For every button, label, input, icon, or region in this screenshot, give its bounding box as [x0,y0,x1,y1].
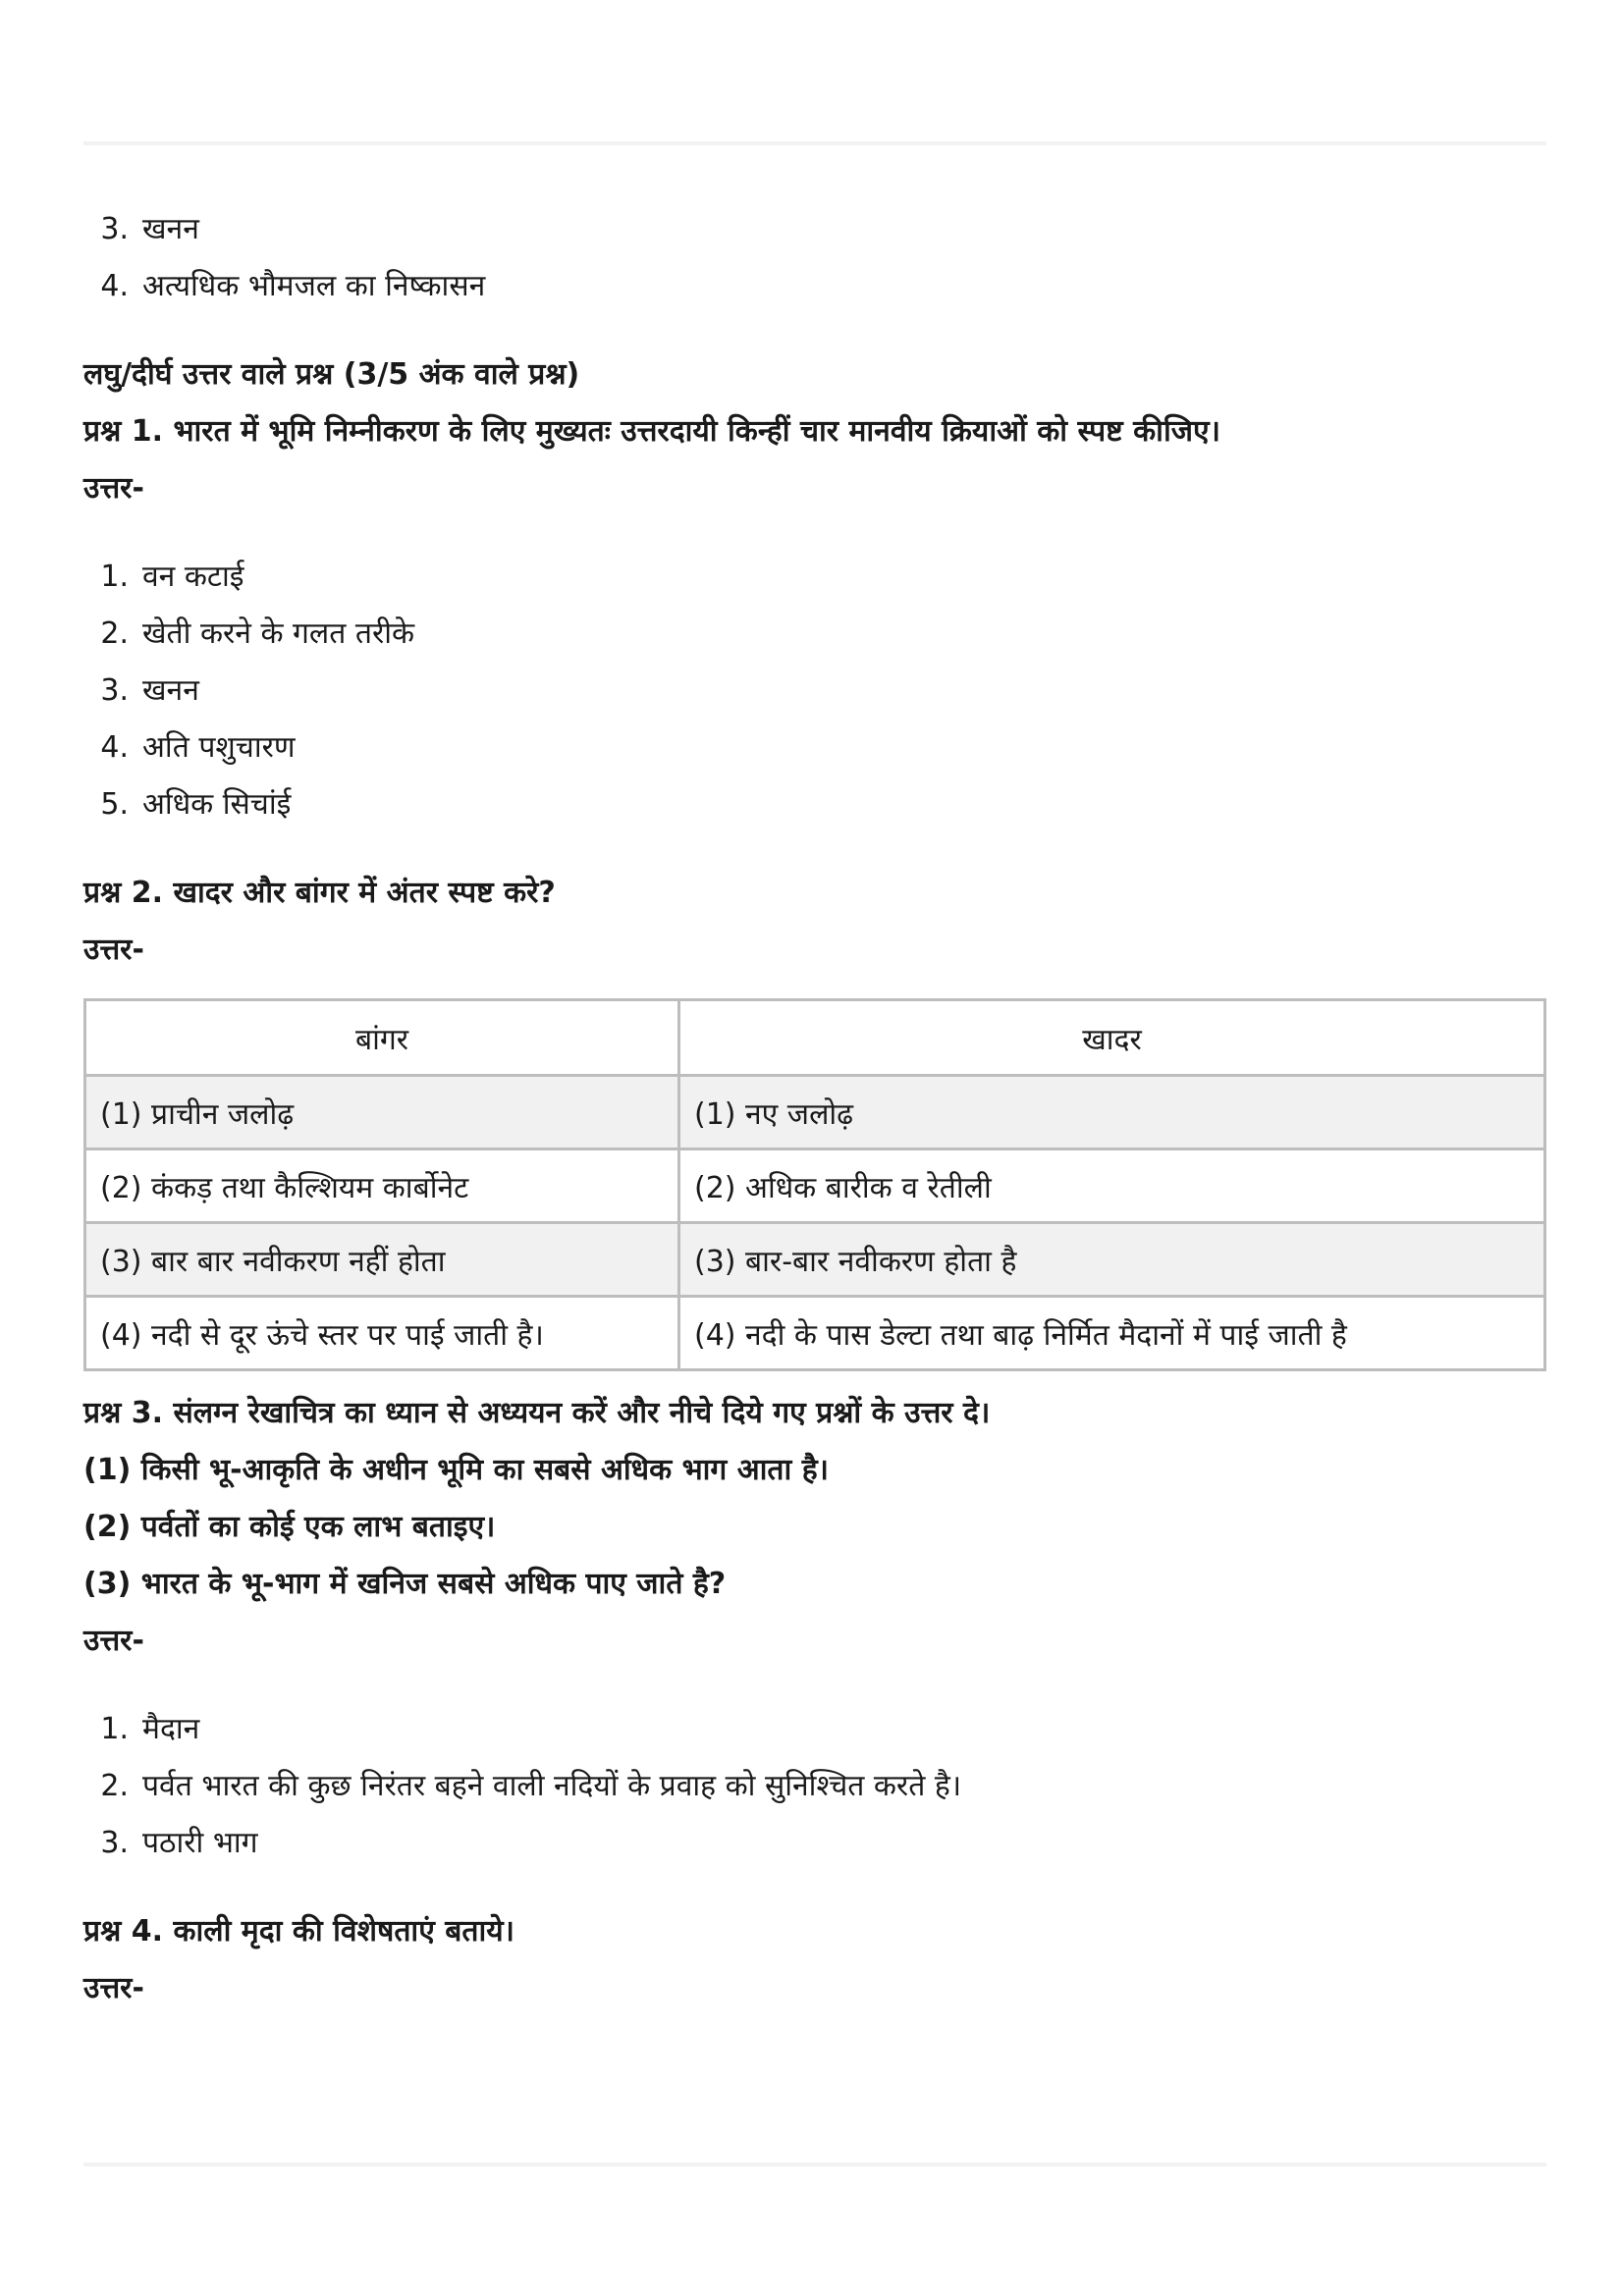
list-item: 1. वन कटाई [100,560,244,594]
answer-list-1 [83,549,1546,833]
table-cell: (3) बार बार नवीकरण नहीं होता [85,1223,679,1297]
comparison-table [83,998,1546,1371]
table-cell: (4) नदी के पास डेल्टा तथा बाढ़ निर्मित मैदानों में पाई जाती है [679,1297,1545,1370]
table-cell: (4) नदी से दूर ऊंचे स्तर पर पाई जाती है। [85,1297,679,1370]
list-item: 2. खेती करने के गलत तरीके [100,616,415,651]
sub-question: (1) किसी भू-आकृति के अधीन भूमि का सबसे अधिक भाग आता है। [83,1453,830,1487]
answer-label-3: उत्तर- [83,1624,144,1658]
list-item: 5. अधिक सिचांई [100,787,292,822]
table-cell: (1) प्राचीन जलोढ़ [85,1076,679,1149]
table-header-bangar: बांगर [85,1000,679,1076]
sub-question: (3) भारत के भू-भाग में खनिज सबसे अधिक पाए जाते है? [83,1567,727,1601]
question-2: प्रश्न 2. खादर और बांगर में अंतर स्पष्ट करे? [83,876,556,910]
table-row [85,1076,1545,1149]
answer-list-3 [83,1701,1546,1872]
sub-question: (2) पर्वतों का कोई एक लाभ बताइए। [83,1510,496,1544]
question-3: प्रश्न 3. संलग्न रेखाचित्र का ध्यान से अध्ययन करें और नीचे दिये गए प्रश्नों के उत्तर दे। [83,1396,991,1430]
top-divider [83,141,1546,145]
top-list [83,201,1546,315]
table-row [85,1223,1545,1297]
list-item: 4. अति पशुचारण [100,730,296,765]
section-heading: लघु/दीर्घ उत्तर वाले प्रश्न (3/5 अंक वाले प्रश्न) [83,357,580,392]
question-1: प्रश्न 1. भारत में भूमि निम्नीकरण के लिए मुख्यतः उत्तरदायी किन्हीं चार मानवीय क्रियाओं को स्पष्ट कीजिए। [83,414,1220,449]
answer-label-4: उत्तर- [83,1971,144,2005]
page-content [83,201,1546,2017]
answer-label-2: उत्तर- [83,933,144,967]
answer-label-1: उत्तर- [83,471,144,506]
question-4: प्रश्न 4. काली मृदा की विशेषताएं बताये। [83,1914,515,1949]
table-header-khadar: खादर [679,1000,1545,1076]
list-item: 2. पर्वत भारत की कुछ निरंतर बहने वाली नदियों के प्रवाह को सुनिश्चित करते है। [100,1769,962,1803]
table-header-row [85,1000,1545,1076]
table-cell: (3) बार-बार नवीकरण होता है [679,1223,1545,1297]
list-item: 3. खनन [100,212,199,246]
list-item: 3. पठारी भाग [100,1826,258,1860]
table-row [85,1149,1545,1223]
table-cell: (1) नए जलोढ़ [679,1076,1545,1149]
table-row [85,1297,1545,1370]
bottom-divider [83,2163,1546,2166]
table-cell: (2) अधिक बारीक व रेतीली [679,1149,1545,1223]
list-item: 3. खनन [100,673,199,708]
table-cell: (2) कंकड़ तथा कैल्शियम कार्बोनेट [85,1149,679,1223]
list-item: 4. अत्यधिक भौमजल का निष्कासन [100,269,486,303]
list-item: 1. मैदान [100,1712,200,1746]
